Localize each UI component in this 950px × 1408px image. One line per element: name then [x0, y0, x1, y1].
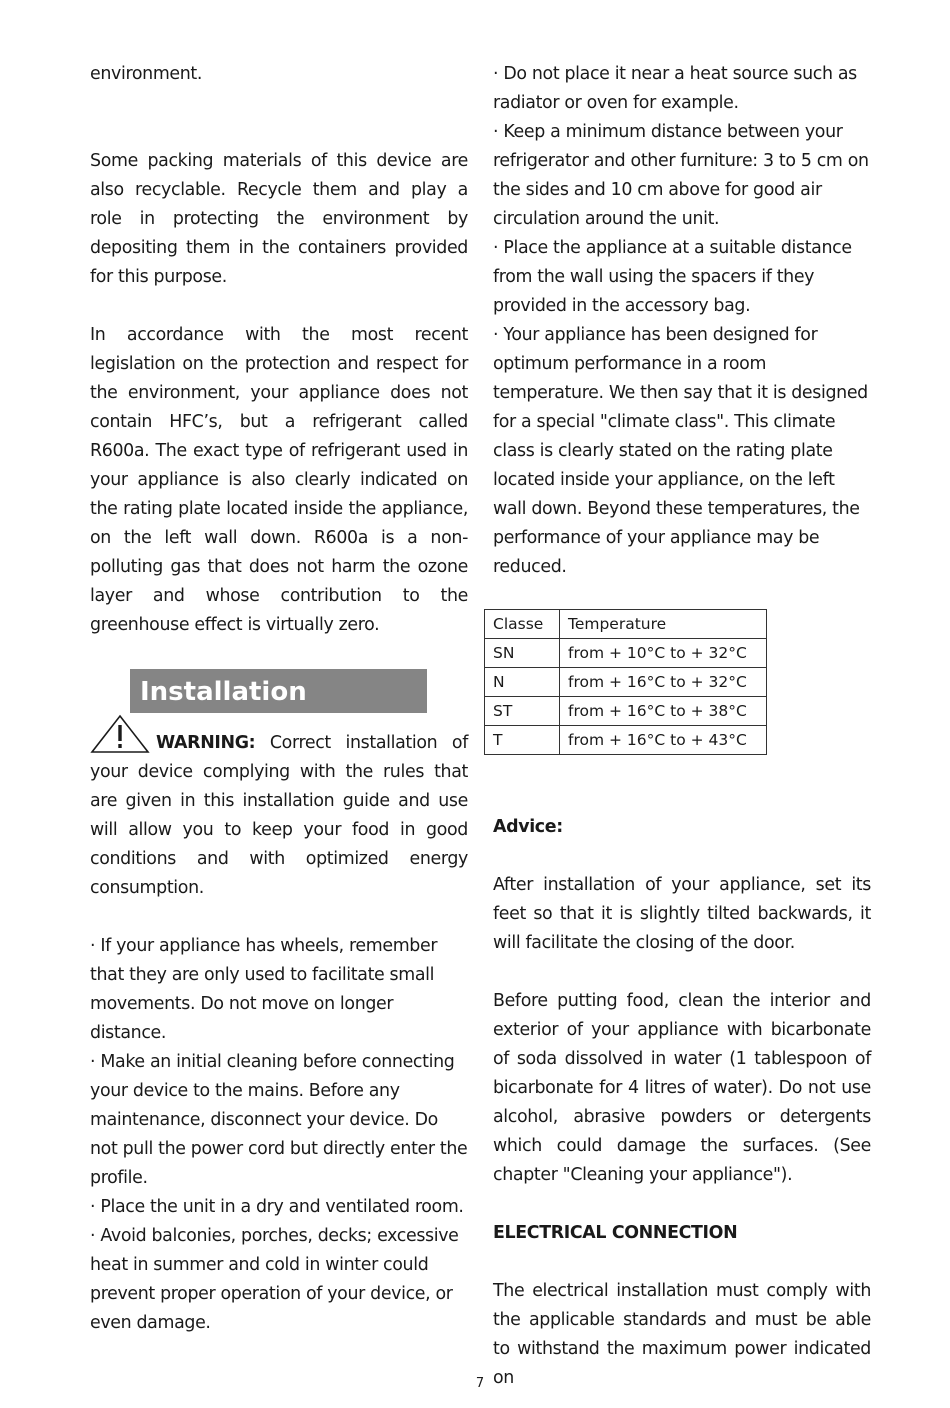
advice-heading: Advice: [493, 817, 563, 837]
table-cell: from + 16°C to + 43°C [560, 726, 767, 755]
table-row [485, 697, 767, 726]
table-row [485, 639, 767, 668]
left-column [90, 60, 468, 1338]
table-cell: SN [485, 639, 560, 668]
bullet-wheels: · If your appliance has wheels, remember that they are only used to facilitate small movements. Do not move on longer distance. [90, 936, 438, 1043]
table-header-cell: Classe [485, 610, 560, 639]
warning-label: WARNING: [156, 733, 256, 753]
table-cell: from + 16°C to + 38°C [560, 697, 767, 726]
advice-paragraph-cleaning: Before putting food, clean the interior and exterior of your appliance with bicarbonate of soda dissolved in water (1 tablespoon of bicarbonate for 4 litres of water). Do not use alcohol, abrasive powders or detergents which could damage the surfaces. (See chapter "Cleaning your appliance"). [493, 991, 871, 1185]
table-row [485, 668, 767, 697]
installation-heading: Installation [130, 669, 427, 713]
table-header-cell: Temperature [560, 610, 767, 639]
table-cell: ST [485, 697, 560, 726]
table-cell: from + 16°C to + 32°C [560, 668, 767, 697]
electrical-heading: ELECTRICAL CONNECTION [493, 1223, 738, 1243]
table-cell: from + 10°C to + 32°C [560, 639, 767, 668]
bullet-heat-source: · Do not place it near a heat source such as radiator or oven for example. [493, 64, 857, 113]
table-cell: N [485, 668, 560, 697]
bullet-balconies: · Avoid balconies, porches, decks; excessive heat in summer and cold in winter could prevent proper operation of your device, or even damage. [90, 1226, 459, 1333]
page-number: 7 [475, 1376, 485, 1391]
bullet-dry-room: · Place the unit in a dry and ventilated room. [90, 1197, 464, 1217]
bullet-spacers: · Place the appliance at a suitable distance from the wall using the spacers if they provided in the accessory bag. [493, 238, 852, 316]
environment-fragment: environment. [90, 64, 203, 84]
right-column [493, 60, 871, 1393]
table-header-row [485, 610, 767, 639]
bullet-distance: · Keep a minimum distance between your refrigerator and other furniture: 3 to 5 cm on the sides and 10 cm above for good air circulation around the unit. [493, 122, 869, 229]
warning-text: Correct installation of your device complying with the rules that are given in this installation guide and use will allow you to keep your food in good conditions and with optimized energy consumption. [90, 733, 468, 898]
advice-paragraph-feet: After installation of your appliance, set its feet so that it is slightly tilted backwards, it will facilitate the closing of the door. [493, 875, 871, 953]
packing-paragraph: Some packing materials of this device are also recyclable. Recycle them and play a role in protecting the environment by depositing them in the containers provided for this purpose. [90, 151, 468, 287]
bullet-cleaning: · Make an initial cleaning before connecting your device to the mains. Before any maintenance, disconnect your device. Do not pull the power cord but directly enter the profile. [90, 1052, 468, 1188]
climate-class-table [484, 609, 767, 755]
warning-icon [90, 714, 150, 754]
table-cell: T [485, 726, 560, 755]
bullet-climate-class: · Your appliance has been designed for optimum performance in a room temperature. We then say that it is designed for a special "climate class". This climate class is clearly stated on the rating plate located inside your appliance, on the left wall down. Beyond these temperatures, the performance of your appliance may be reduced. [493, 325, 868, 577]
warning-paragraph [90, 714, 468, 903]
legislation-paragraph: In accordance with the most recent legislation on the protection and respect for the environment, your appliance does not contain HFC’s, but a refrigerant called R600a. The exact type of refrigerant used in your appliance is also clearly indicated on the rating plate located inside the appliance, on the left wall down. R600a is a non-polluting gas that does not harm the ozone layer and whose contribution to the greenhouse effect is virtually zero. [90, 325, 468, 635]
electrical-paragraph: The electrical installation must comply with the applicable standards and must be able to withstand the maximum power indicated on [493, 1281, 871, 1388]
table-row [485, 726, 767, 755]
